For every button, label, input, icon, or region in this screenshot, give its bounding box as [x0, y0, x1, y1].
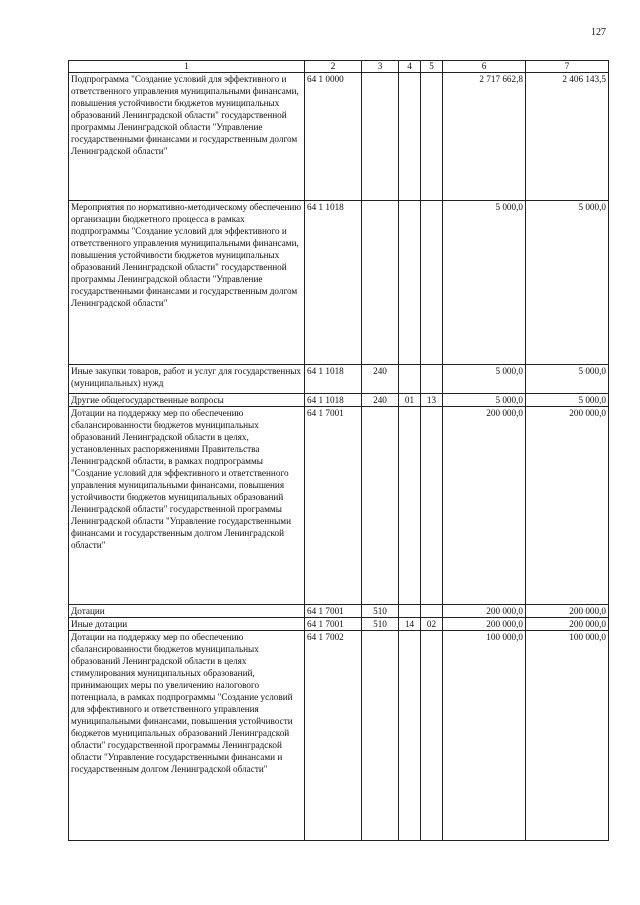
row-expense-type: 240 [362, 394, 399, 407]
row-name: Дотации на поддержку мер по обеспечению сбалансированности бюджетов муниципальных образований Ленинградской области в целях, установленных распоряжениями Правительства Ленинградской области, в рамках подпрограммы "Создание условий для эффективного и ответственного управления муниципальными финансами, повышения устойчивости бюджетов муниципальных образований Ленинградской области" государственной программы Ленинградской области "Управление государственными финансами и государственным долгом Ленинградской области" [69, 407, 305, 605]
row-section [399, 605, 421, 618]
row-expense-type [362, 631, 399, 841]
table-row [69, 618, 609, 631]
table-row [69, 365, 609, 394]
row-target-code: 64 1 7001 [305, 407, 362, 605]
row-sum-year1: 200 000,0 [443, 407, 526, 605]
header-cell-7: 7 [526, 61, 609, 73]
header-cell-6: 6 [443, 61, 526, 73]
header-cell-1: 1 [69, 61, 305, 73]
row-expense-type: 510 [362, 605, 399, 618]
row-sum-year2: 2 406 143,5 [526, 73, 609, 201]
row-expense-type: 240 [362, 365, 399, 394]
row-name: Другие общегосударственные вопросы [69, 394, 305, 407]
row-section: 14 [399, 618, 421, 631]
row-section [399, 407, 421, 605]
row-target-code: 64 1 1018 [305, 394, 362, 407]
row-target-code: 64 1 0000 [305, 73, 362, 201]
row-name: Дотации на поддержку мер по обеспечению сбалансированности бюджетов муниципальных образований Ленинградской области в целях стимулирования муниципальных образований, принимающих меры по увеличению налогового потенциала, в рамках подпрограммы "Создание условий для эффективного и ответственного управления муниципальными финансами, повышения устойчивости бюджетов муниципальных образований Ленинградской области" государственной программы Ленинградской области "Управление государственными финансами и государственным долгом Ленинградской области" [69, 631, 305, 841]
row-target-code: 64 1 7001 [305, 618, 362, 631]
row-subsection: 02 [421, 618, 443, 631]
table-header-row [69, 61, 609, 73]
row-subsection [421, 631, 443, 841]
row-sum-year1: 2 717 662,8 [443, 73, 526, 201]
row-subsection [421, 605, 443, 618]
row-subsection [421, 407, 443, 605]
row-target-code: 64 1 1018 [305, 201, 362, 365]
row-sum-year2: 5 000,0 [526, 201, 609, 365]
table-row [69, 394, 609, 407]
table-row [69, 631, 609, 841]
table-row [69, 407, 609, 605]
row-sum-year1: 5 000,0 [443, 365, 526, 394]
row-subsection [421, 201, 443, 365]
row-sum-year2: 5 000,0 [526, 365, 609, 394]
row-expense-type [362, 73, 399, 201]
row-name: Подпрограмма "Создание условий для эффективного и ответственного управления муниципальными финансами, повышения устойчивости бюджетов муниципальных образований Ленинградской области" государственной программы Ленинградской области "Управление государственными финансами и государственным долгом Ленинградской области" [69, 73, 305, 201]
row-sum-year1: 100 000,0 [443, 631, 526, 841]
row-section: 01 [399, 394, 421, 407]
row-sum-year1: 200 000,0 [443, 605, 526, 618]
header-cell-3: 3 [362, 61, 399, 73]
table-row [69, 605, 609, 618]
row-name: Иные закупки товаров, работ и услуг для государственных (муниципальных) нужд [69, 365, 305, 394]
row-sum-year2: 200 000,0 [526, 605, 609, 618]
row-subsection [421, 73, 443, 201]
row-name: Иные дотации [69, 618, 305, 631]
budget-table [68, 60, 609, 841]
row-expense-type: 510 [362, 618, 399, 631]
row-sum-year1: 5 000,0 [443, 201, 526, 365]
row-name: Дотации [69, 605, 305, 618]
row-section [399, 73, 421, 201]
row-expense-type [362, 407, 399, 605]
row-subsection: 13 [421, 394, 443, 407]
row-sum-year2: 200 000,0 [526, 407, 609, 605]
row-name: Мероприятия по нормативно-методическому обеспечению организации бюджетного процесса в рамках подпрограммы "Создание условий для эффективного и ответственного управления муниципальными финансами, повышения устойчивости бюджетов муниципальных образований Ленинградской области" государственной программы Ленинградской области "Управление государственными финансами и государственным долгом Ленинградской области" [69, 201, 305, 365]
header-cell-4: 4 [399, 61, 421, 73]
row-section [399, 631, 421, 841]
row-sum-year2: 200 000,0 [526, 618, 609, 631]
row-section [399, 365, 421, 394]
row-sum-year2: 5 000,0 [526, 394, 609, 407]
row-target-code: 64 1 7002 [305, 631, 362, 841]
row-sum-year1: 5 000,0 [443, 394, 526, 407]
row-expense-type [362, 201, 399, 365]
row-target-code: 64 1 1018 [305, 365, 362, 394]
row-target-code: 64 1 7001 [305, 605, 362, 618]
page-number: 127 [591, 27, 606, 38]
header-cell-2: 2 [305, 61, 362, 73]
row-sum-year1: 200 000,0 [443, 618, 526, 631]
table-row [69, 73, 609, 201]
table-row [69, 201, 609, 365]
row-subsection [421, 365, 443, 394]
row-section [399, 201, 421, 365]
row-sum-year2: 100 000,0 [526, 631, 609, 841]
header-cell-5: 5 [421, 61, 443, 73]
